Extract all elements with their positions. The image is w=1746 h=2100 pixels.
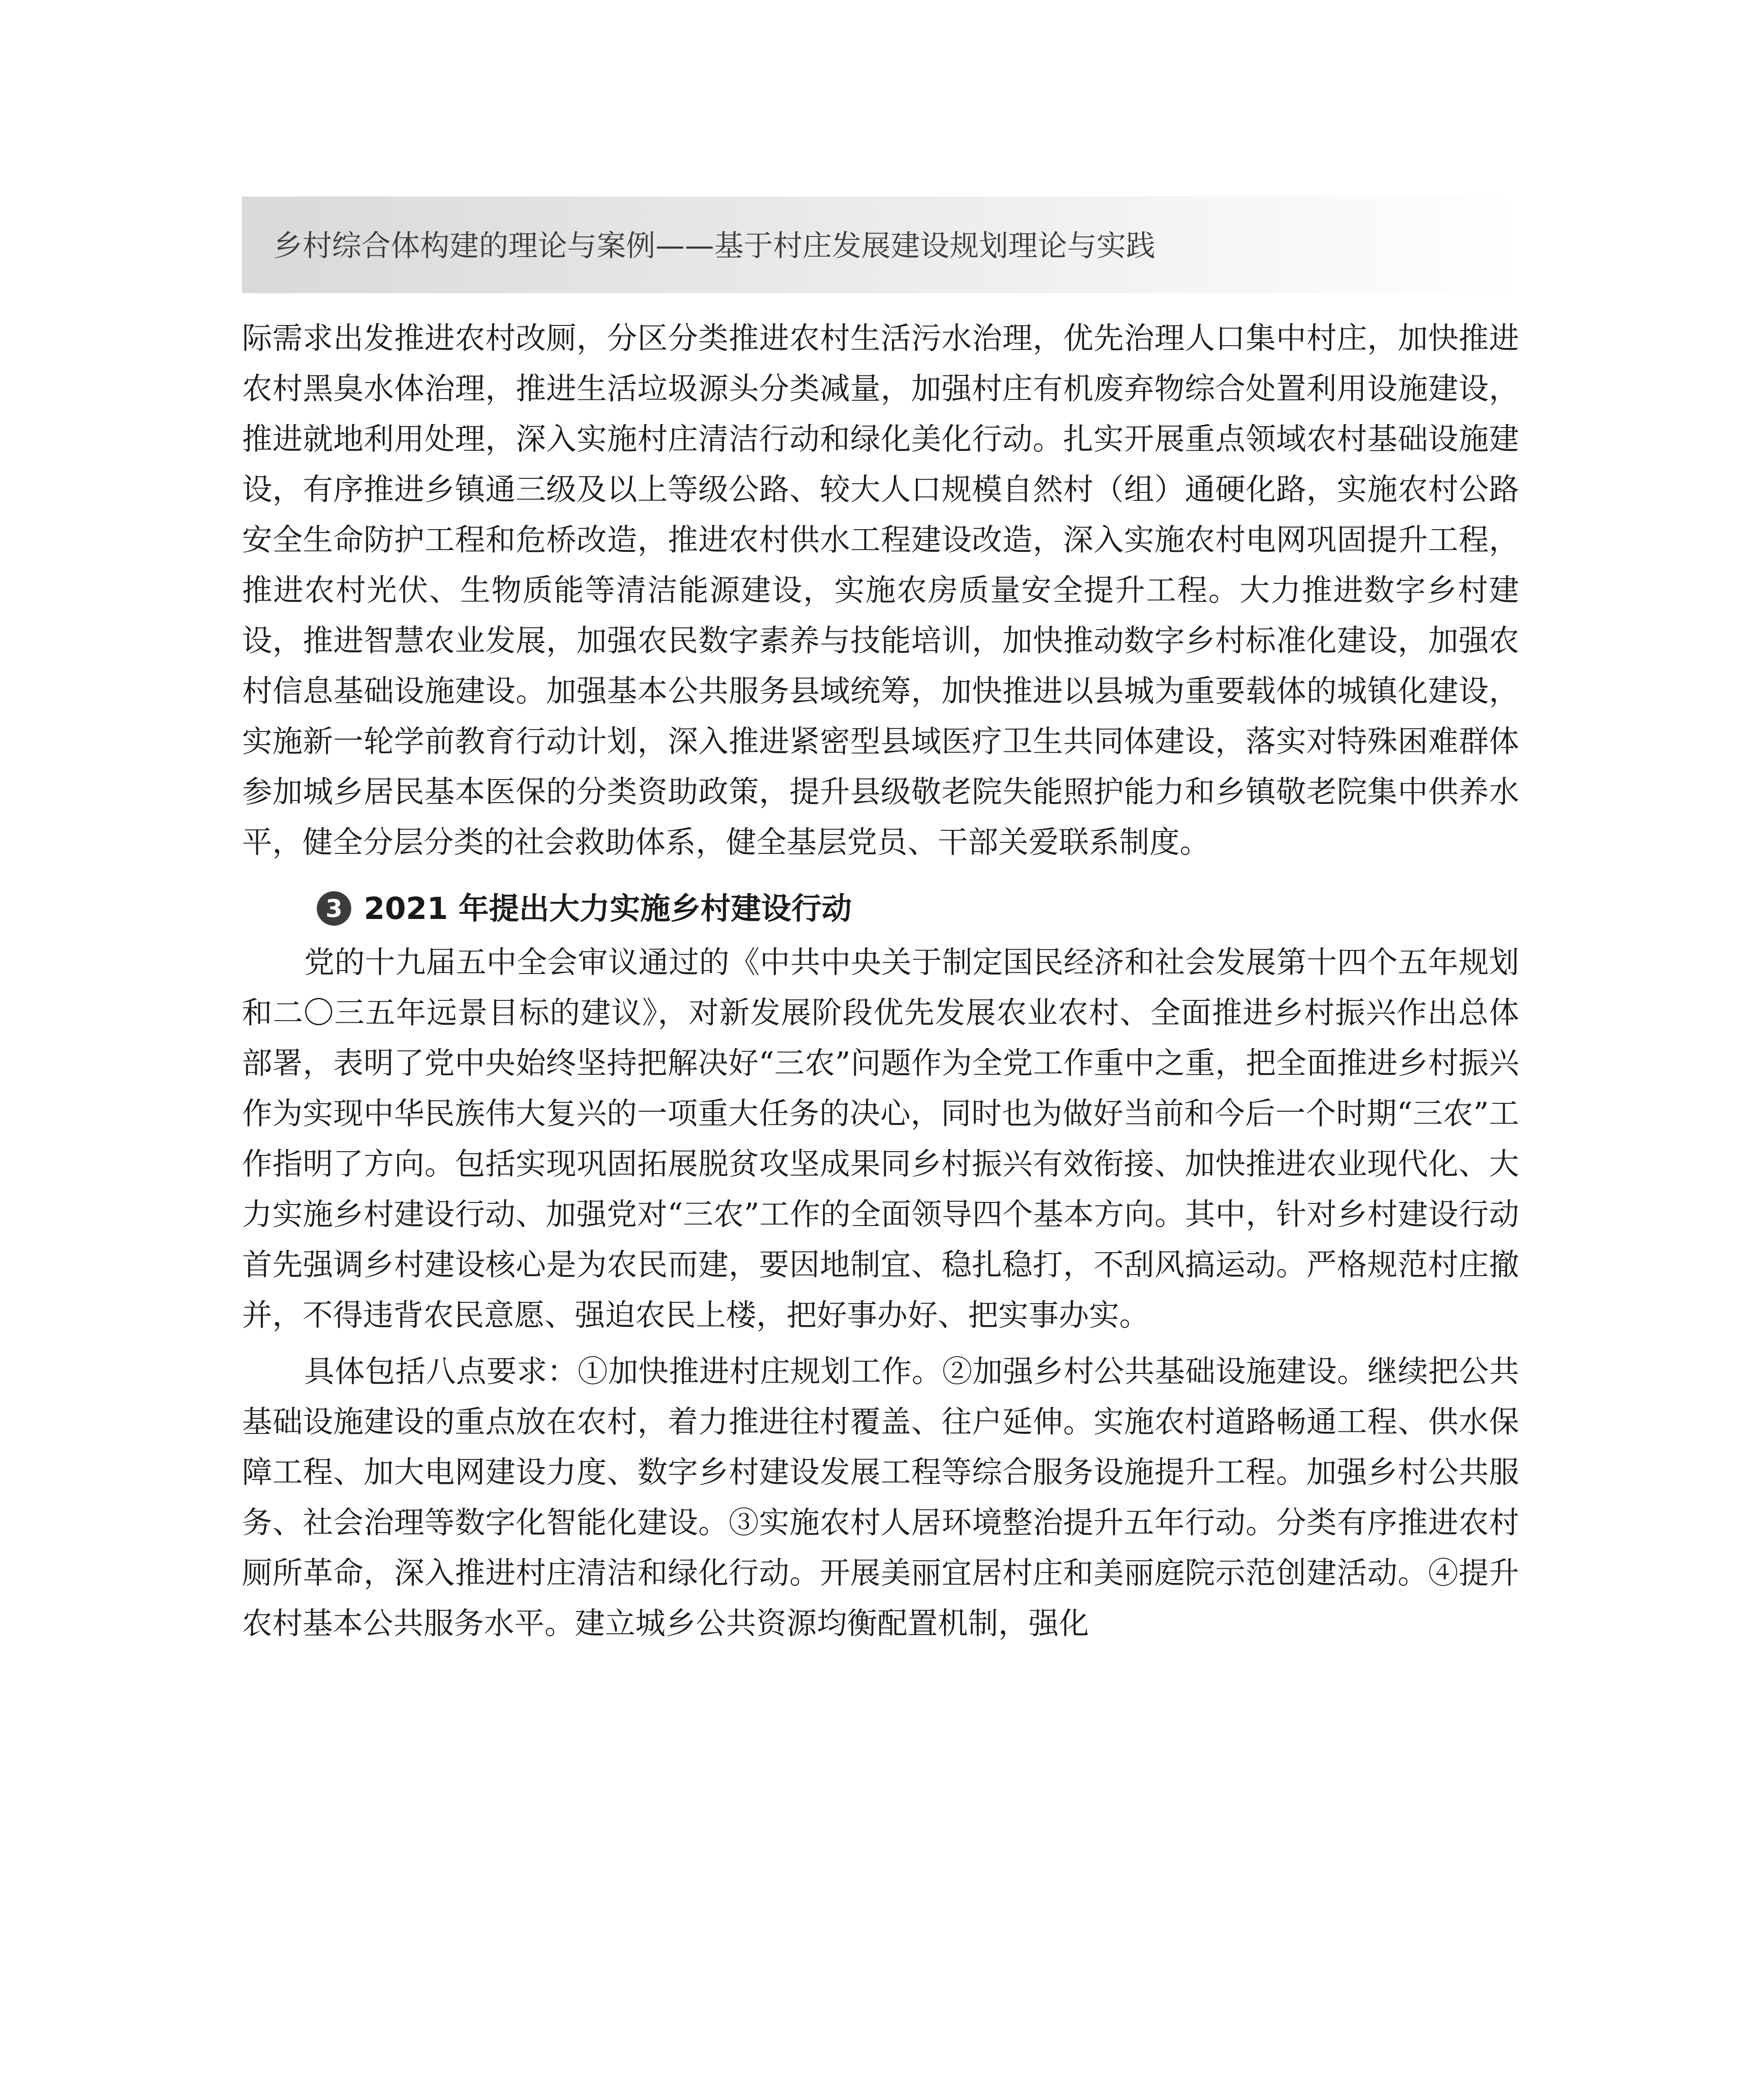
page-body <box>242 313 1519 1648</box>
body-paragraph: 党的十九届五中全会审议通过的《中共中央关于制定国民经济和社会发展第十四个五年规划和二〇三五年远景目标的建议》，对新发展阶段优先发展农业农村、全面推进乡村振兴作出总体部署，表明了党中央始终坚持把解决好“三农”问题作为全党工作重中之重，把全面推进乡村振兴作为实现中华民族伟大复兴的一项重大任务的决心，同时也为做好当前和今后一个时期“三农”工作指明了方向。包括实现巩固拓展脱贫攻坚成果同乡村振兴有效衔接、加快推进农业现代化、大力实施乡村建设行动、加强党对“三农”工作的全面领导四个基本方向。其中，针对乡村建设行动首先强调乡村建设核心是为农民而建，要因地制宜、稳扎稳打，不刮风搞运动。严格规范村庄撤并，不得违背农民意愿、强迫农民上楼，把好事办好、把实事办实。 <box>242 945 1519 1333</box>
section-title: 2021 年提出大力实施乡村建设行动 <box>364 891 852 926</box>
body-paragraph: 具体包括八点要求：①加快推进村庄规划工作。②加强乡村公共基础设施建设。继续把公共基础设施建设的重点放在农村，着力推进往村覆盖、往户延伸。实施农村道路畅通工程、供水保障工程、加大电网建设力度、数字乡村建设发展工程等综合服务设施提升工程。加强乡村公共服务、社会治理等数字化智能化建设。③实施农村人居环境整治提升五年行动。分类有序推进农村厕所革命，深入推进村庄清洁和绿化行动。开展美丽宜居村庄和美丽庭院示范创建活动。④提升农村基本公共服务水平。建立城乡公共资源均衡配置机制，强化 <box>242 1354 1519 1641</box>
paragraph-gap <box>242 1340 1519 1346</box>
section-heading <box>317 883 1519 934</box>
section-number-badge: 3 <box>317 891 351 926</box>
running-header-title: 乡村综合体构建的理论与案例——基于村庄发展建设规划理论与实践 <box>273 228 1155 263</box>
body-paragraph: 际需求出发推进农村改厕，分区分类推进农村生活污水治理，优先治理人口集中村庄，加快推进农村黑臭水体治理，推进生活垃圾源头分类减量，加强村庄有机废弃物综合处置利用设施建设，推进就地利用处理，深入实施村庄清洁行动和绿化美化行动。扎实开展重点领域农村基础设施建设，有序推进乡镇通三级及以上等级公路、较大人口规模自然村（组）通硬化路，实施农村公路安全生命防护工程和危桥改造，推进农村供水工程建设改造，深入实施农村电网巩固提升工程，推进农村光伏、生物质能等清洁能源建设，实施农房质量安全提升工程。大力推进数字乡村建设，推进智慧农业发展，加强农民数字素养与技能培训，加快推动数字乡村标准化建设，加强农村信息基础设施建设。加强基本公共服务县域统筹，加快推进以县城为重要载体的城镇化建设，实施新一轮学前教育行动计划，深入推进紧密型县域医疗卫生共同体建设，落实对特殊困难群体参加城乡居民基本医保的分类资助政策，提升县级敬老院失能照护能力和乡镇敬老院集中供养水平，健全分层分类的社会救助体系，健全基层党员、干部关爱联系制度。 <box>242 320 1519 860</box>
